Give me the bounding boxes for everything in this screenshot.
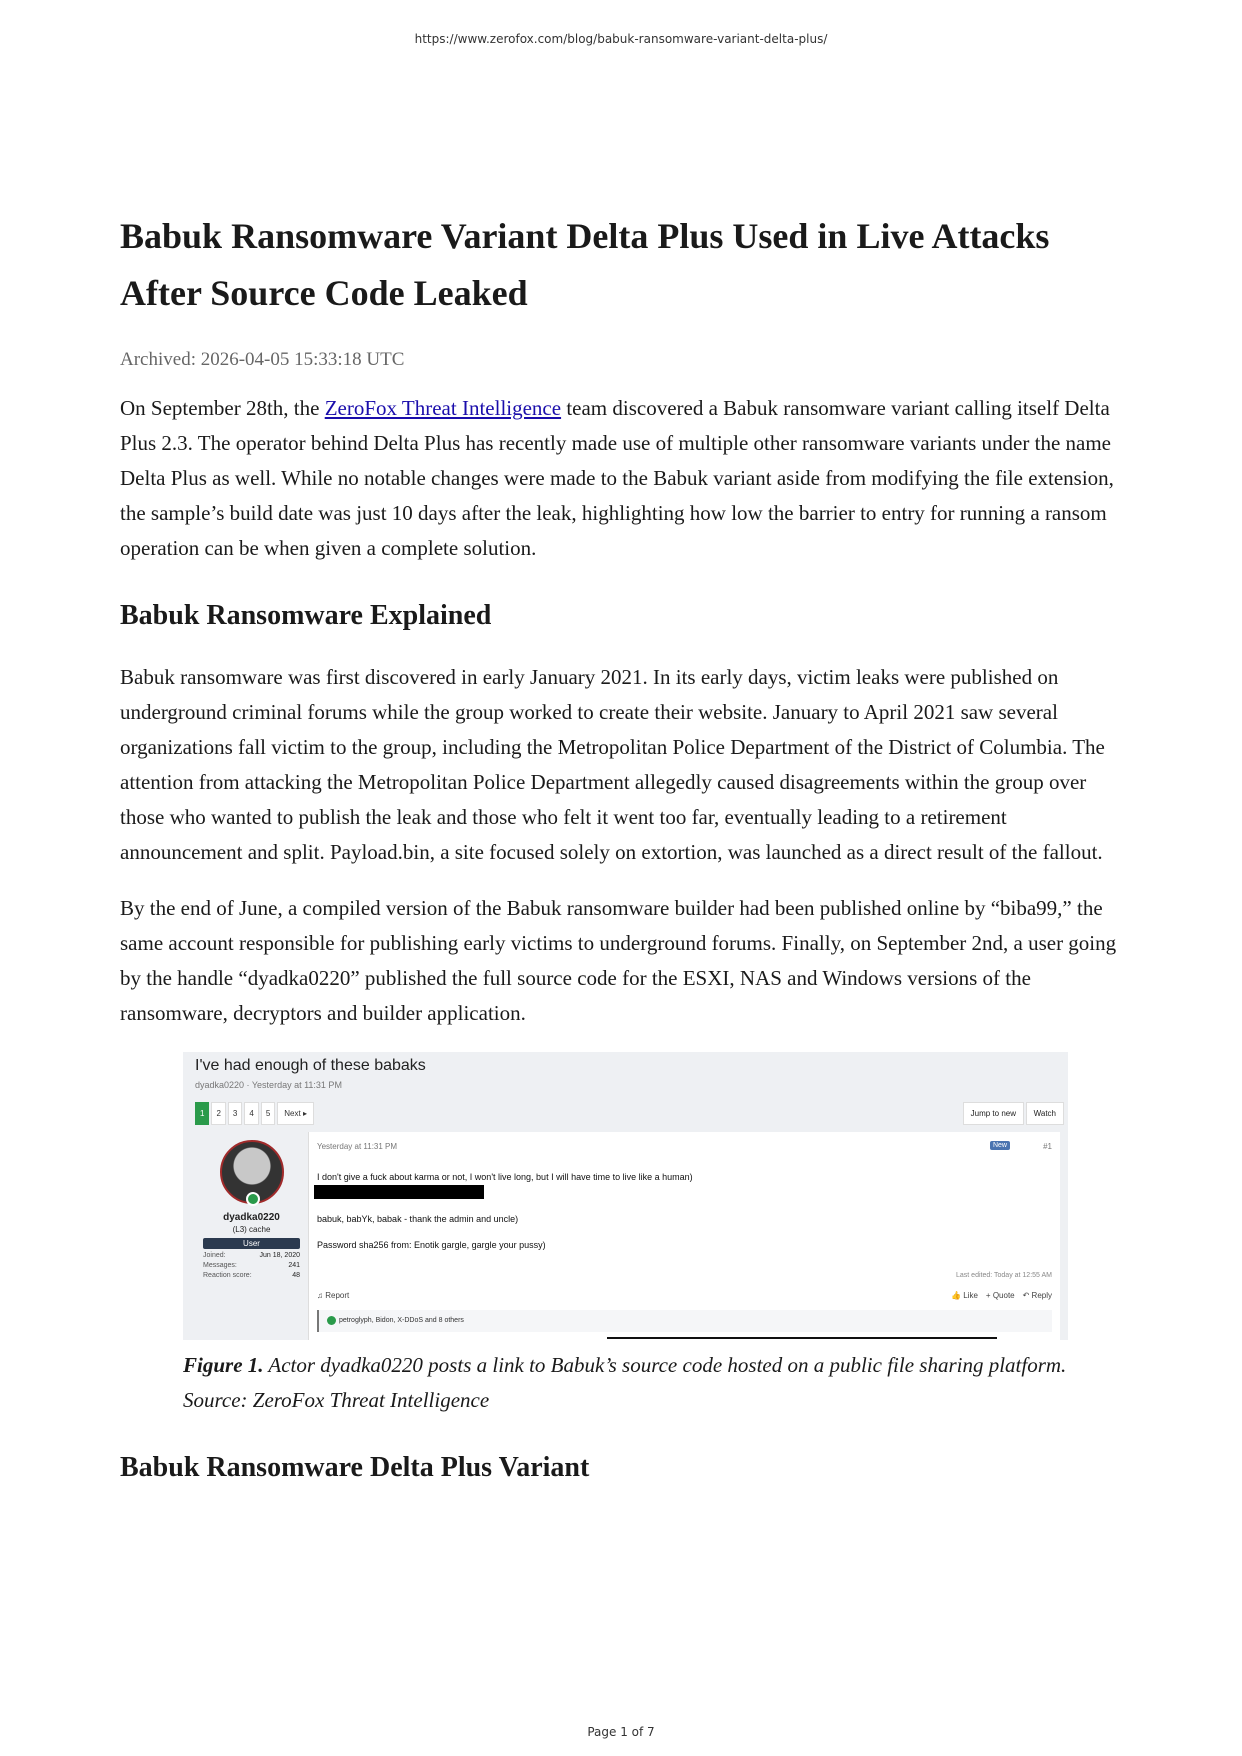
page-button-5: 5: [261, 1102, 275, 1125]
section-heading-explained: Babuk Ransomware Explained: [120, 600, 492, 631]
forum-pagination: [195, 1102, 314, 1125]
stat-value: Jun 18, 2020: [259, 1252, 300, 1259]
paragraph-source-leak: By the end of June, a compiled version of the Babuk ransomware builder had been published online by “biba99,” the same account responsible for publishing early victims to underground forums. Finally, on September 2nd, a user going by the handle “dyadka0220” published the full source code for the ESXI, NAS and Windows versions of the ransomware, decryptors and builder application.: [120, 896, 1117, 1025]
reply-label: Reply: [1031, 1291, 1052, 1300]
article-title: Babuk Ransomware Variant Delta Plus Used in Live Attacks After Source Code Leaked: [120, 216, 1050, 313]
like-label: Like: [963, 1291, 978, 1300]
thumbs-up-icon: 👍: [951, 1291, 961, 1300]
page-button-1: 1: [195, 1102, 209, 1125]
new-badge: New: [990, 1141, 1010, 1150]
like-button: [951, 1291, 978, 1300]
forum-user-panel: [195, 1132, 309, 1340]
page-number: Page 1 of 7: [587, 1725, 655, 1739]
forum-username: dyadka0220: [223, 1212, 280, 1223]
stat-value: 241: [288, 1262, 300, 1269]
report-button: [317, 1291, 349, 1300]
figure-1: [183, 1052, 1068, 1418]
user-stat-reaction: [195, 1272, 308, 1279]
user-stat-joined: [195, 1252, 308, 1259]
post-line-2: babuk, babYk, babak - thank the admin and uncle): [317, 1214, 519, 1224]
quote-button: + Quote: [985, 1291, 1015, 1300]
article: [120, 208, 1130, 1488]
forum-post-screenshot: [183, 1052, 1068, 1340]
figure-divider: [607, 1337, 997, 1339]
page-button-4: 4: [244, 1102, 258, 1125]
page-url-header: https://www.zerofox.com/blog/babuk-ransomware-variant-delta-plus/: [414, 32, 828, 46]
bell-icon: ♫: [317, 1291, 326, 1300]
post-last-edited: Last edited: Today at 12:55 AM: [956, 1272, 1052, 1279]
page-button-2: 2: [211, 1102, 225, 1125]
caption-source: Source: ZeroFox Threat Intelligence: [183, 1388, 490, 1412]
section-heading-delta-plus: Babuk Ransomware Delta Plus Variant: [120, 1452, 590, 1483]
stat-label: Joined:: [203, 1252, 226, 1259]
post-line-1: I don't give a fuck about karma or not, I won't live long, but I will have time to live like a human): [317, 1172, 693, 1182]
post-actions: [951, 1291, 1052, 1300]
reactions-text: petroglyph, Bidon, X-DDoS and 8 others: [339, 1317, 464, 1324]
stat-label: Reaction score:: [203, 1272, 252, 1279]
next-page-button: Next ▸: [277, 1102, 314, 1125]
archived-timestamp: Archived: 2026-04-05 15:33:18 UTC: [120, 349, 405, 370]
forum-thread-meta: dyadka0220 · Yesterday at 11:31 PM: [195, 1080, 342, 1090]
report-label: Report: [325, 1291, 350, 1300]
intro-text-before: On September 28th, the: [120, 396, 325, 420]
reactions-bar: [317, 1310, 1052, 1332]
reply-button: [1023, 1291, 1052, 1300]
watch-button: Watch: [1026, 1102, 1064, 1125]
online-indicator-icon: [246, 1192, 260, 1206]
forum-user-badge: User: [203, 1238, 300, 1249]
caption-label: Figure 1.: [183, 1353, 264, 1377]
avatar: [220, 1140, 284, 1204]
forum-thread-title: I've had enough of these babaks: [195, 1057, 426, 1074]
paragraph-babuk-history: Babuk ransomware was first discovered in early January 2021. In its early days, victim leaks were published on underground criminal forums while the group worked to create their website. January to April 2021 saw several organizations fall victim to the group, including the Metropolitan Police Department of the District of Columbia. The attention from attacking the Metropolitan Police Department allegedly caused disagreements within the group over those who wanted to publish the leak and those who felt it went too far, eventually leading to a retirement announcement and split. Payload.bin, a site focused solely on extortion, was launched as a direct result of the fallout.: [120, 665, 1105, 864]
page-button-3: 3: [228, 1102, 242, 1125]
caption-text: Actor dyadka0220 posts a link to Babuk’s source code hosted on a public file sharing platform.: [263, 1353, 1067, 1377]
zerofox-threat-intelligence-link[interactable]: ZeroFox Threat Intelligence: [324, 396, 562, 420]
user-stat-messages: [195, 1262, 308, 1269]
jump-to-new-button: Jump to new: [963, 1102, 1024, 1125]
intro-paragraph: [120, 391, 1130, 566]
post-date: Yesterday at 11:31 PM: [317, 1142, 398, 1151]
stat-label: Messages:: [203, 1262, 237, 1269]
reaction-icon: [327, 1316, 336, 1325]
forum-user-rank: (L3) cache: [232, 1225, 271, 1234]
intro-text-after: team discovered a Babuk ransomware variant calling itself Delta Plus 2.3. The operator behind Delta Plus has recently made use of multiple other ransomware variants under the name Delta Plus as well. While no notable changes were made to the Babuk variant aside from modifying the file extension, the sample’s build date was just 10 days after the leak, highlighting how low the barrier to entry for running a ransom operation can be when given a complete solution.: [120, 396, 1114, 560]
reply-icon: ↶: [1022, 1291, 1030, 1300]
post-number: #1: [1043, 1142, 1052, 1151]
stat-value: 48: [292, 1272, 300, 1279]
forum-message: [309, 1132, 1060, 1340]
post-line-3: Password sha256 from: Enotik gargle, gargle your pussy): [317, 1240, 546, 1250]
figure-caption: [183, 1348, 1068, 1418]
redacted-link-bar: [314, 1185, 484, 1199]
